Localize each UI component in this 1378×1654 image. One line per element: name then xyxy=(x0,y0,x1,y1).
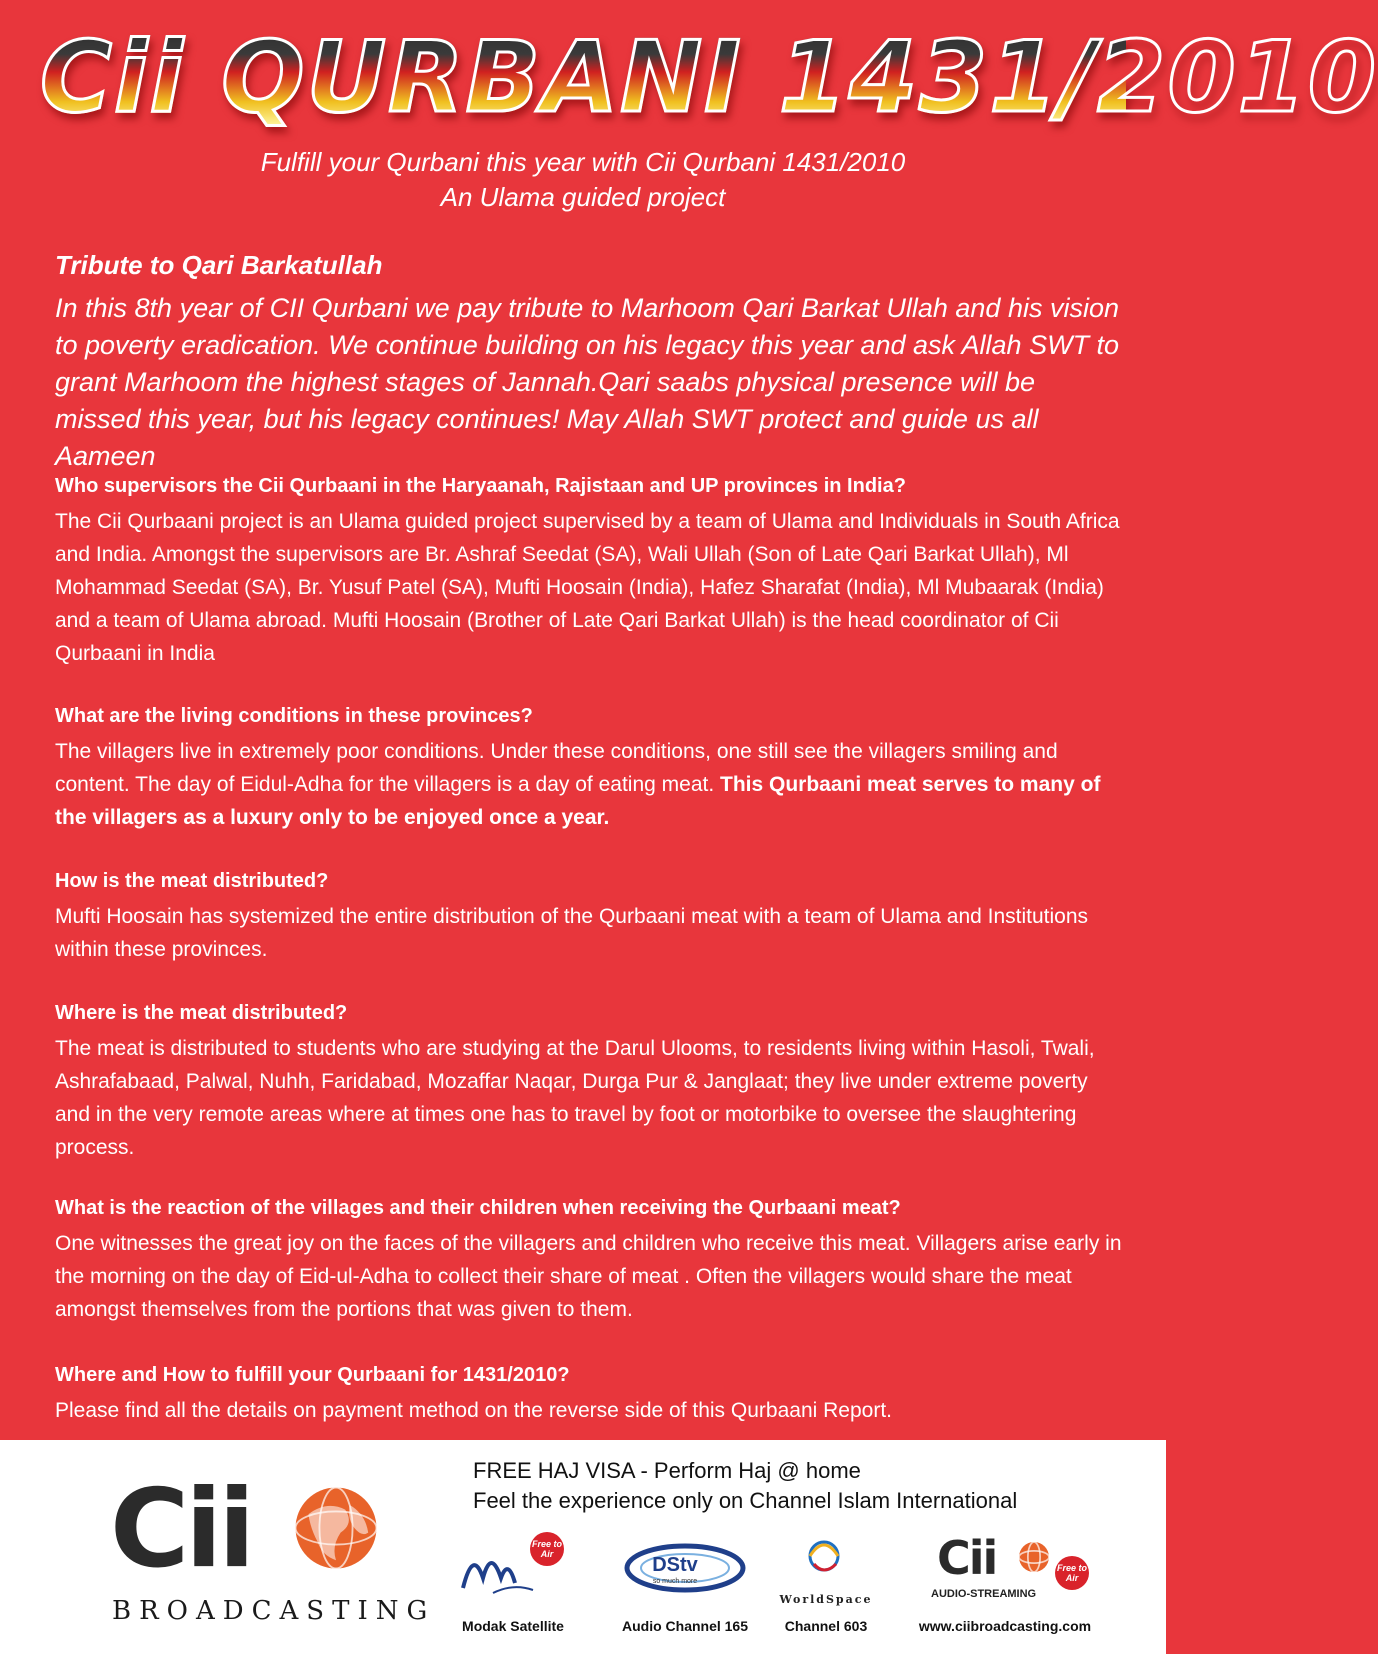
qa-answer: The meat is distributed to students who are studying at the Darul Ulooms, to residents living within Hasoli, Twali, Ashrafabaad, Palwal, Nuhh, Faridabad, Mozaffar Naqar, Durga Pur & Janglaat; they live under extreme poverty and in the very remote areas where at times one has to travel by foot or motorbike to oversee the slaughtering process. xyxy=(55,1037,1095,1159)
haj-promo-line-2: Feel the experience only on Channel Islam International xyxy=(473,1488,1018,1513)
globe-icon xyxy=(1017,1540,1051,1574)
channel-caption: Audio Channel 165 xyxy=(621,1618,749,1634)
qa-section-reaction xyxy=(55,1195,1125,1326)
cii-logo-wordmark: Cii xyxy=(110,1467,252,1592)
qa-answer: One witnesses the great joy on the faces of the villagers and children who receive this meat. Villagers arise early in the morning on the day of Eid-ul-Adha to collect their share of meat . Often the villagers would share the meat amongst themselves from the portions that was given to them. xyxy=(55,1232,1122,1321)
qa-section-living-conditions xyxy=(55,703,1125,834)
dstv-logo xyxy=(610,1528,760,1618)
haj-promo-line-1: FREE HAJ VISA - Perform Haj @ home xyxy=(473,1458,861,1483)
dstv-wordmark: DStv xyxy=(652,1554,698,1576)
cii-streaming-logo xyxy=(905,1528,1105,1618)
qa-section-distribution-places xyxy=(55,1000,1125,1164)
channel-worldspace xyxy=(766,1528,886,1634)
channel-cii-streaming xyxy=(905,1528,1105,1634)
modak-logo xyxy=(448,1528,578,1618)
qa-answer-emphasis: This Qurbaani meat serves to many of the villagers as a luxury only to be enjoyed once a year. xyxy=(55,773,1101,829)
channel-caption: Channel 603 xyxy=(784,1618,868,1634)
subtitle-line-1: Fulfill your Qurbani this year with Cii Qurbani 1431/2010 xyxy=(260,147,906,177)
main-title: Cii QURBANI 1431/2010 xyxy=(40,18,1126,138)
audio-streaming-label: AUDIO-STREAMING xyxy=(931,1588,1037,1600)
qa-section-how-to-fulfill xyxy=(55,1362,1125,1427)
channel-caption: Modak Satellite xyxy=(462,1618,564,1634)
dstv-tagline: so much more xyxy=(652,1578,698,1585)
worldspace-wordmark: WorldSpace xyxy=(779,1593,873,1606)
qa-question: Who supervisors the Cii Qurbaani in the Haryaanah, Rajistaan and UP provinces in India? xyxy=(55,475,906,497)
free-to-air-badge: Free to Air xyxy=(1055,1556,1089,1590)
globe-icon xyxy=(290,1482,382,1574)
website-url: www.ciibroadcasting.com xyxy=(918,1618,1092,1634)
tribute-heading: Tribute to Qari Barkatullah xyxy=(55,250,383,280)
qa-question: What are the living conditions in these provinces? xyxy=(55,705,533,727)
worldspace-swirl-icon xyxy=(766,1528,886,1588)
qa-question: How is the meat distributed? xyxy=(55,870,329,892)
cii-streaming-wordmark: Cii xyxy=(937,1531,997,1585)
tribute-text: In this 8th year of CII Qurbani we pay tribute to Marhoom Qari Barkat Ullah and his vision to poverty eradication. We continue building on his legacy this year and ask Allah SWT to grant Marhoom the highest stages of Jannah.Qari saabs physical presence will be missed this year, but his legacy continues! May Allah SWT protect and guide us all Aameen xyxy=(55,293,1120,471)
subtitle-line-2: An Ulama guided project xyxy=(440,182,726,212)
qa-answer xyxy=(55,735,1125,834)
broadcasting-label: BROADCASTING xyxy=(112,1596,436,1626)
free-to-air-badge: Free to Air xyxy=(530,1532,564,1566)
cii-broadcasting-logo xyxy=(100,1467,436,1626)
qa-answer: Mufti Hoosain has systemized the entire distribution of the Qurbaani meat with a team of Ulama and Institutions within these provinces. xyxy=(55,905,1089,961)
qa-section-supervisors xyxy=(55,473,1125,670)
qa-question: What is the reaction of the villages and their children when receiving the Qurbaani meat? xyxy=(55,1197,901,1219)
footer xyxy=(0,1440,1166,1654)
channel-modak xyxy=(448,1528,578,1634)
qa-question: Where is the meat distributed? xyxy=(55,1002,348,1024)
worldspace-logo xyxy=(766,1528,886,1618)
qa-question: Where and How to fulfill your Qurbaani for 1431/2010? xyxy=(55,1364,570,1386)
qa-answer: The Cii Qurbaani project is an Ulama guided project supervised by a team of Ulama and Individuals in South Africa and India. Amongst the supervisors are Br. Ashraf Seedat (SA), Wali Ullah (Son of Late Qari Barkat Ullah), Ml Mohammad Seedat (SA), Br. Yusuf Patel (SA), Mufti Hoosain (India), Hafez Sharafat (India), Ml Mubaarak (India) and a team of Ulama abroad. Mufti Hoosain (Brother of Late Qari Barkat Ullah) is the head coordinator of Cii Qurbaani in India xyxy=(55,510,1120,665)
qa-section-distribution-method xyxy=(55,868,1125,966)
qa-answer: Please find all the details on payment method on the reverse side of this Qurbaani Report. xyxy=(55,1399,892,1422)
qa-answer-text: The villagers live in extremely poor conditions. Under these conditions, one still see the villagers smiling and content. The day of Eidul-Adha for the villagers is a day of eating meat. xyxy=(55,740,1058,796)
channel-dstv xyxy=(610,1528,760,1634)
